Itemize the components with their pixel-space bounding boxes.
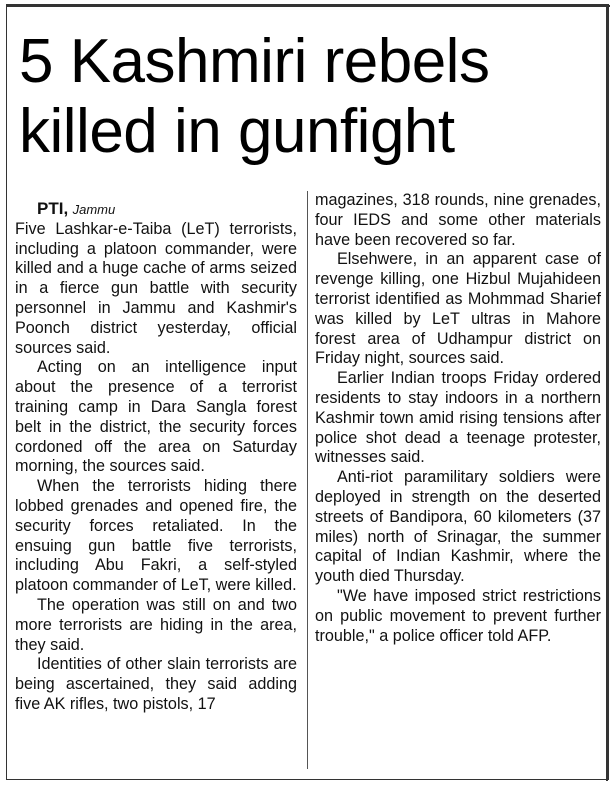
paragraph: Identities of other slain terrorists are being ascertained, they said adding five AK rifles, two pistols, 17 (15, 655, 297, 713)
column-2 (315, 191, 601, 646)
paragraph-continuation: magazines, 318 rounds, nine grenades, four IEDS and some other materials have been recovered so far. (315, 191, 601, 249)
news-clipping (6, 4, 609, 780)
headline (19, 27, 599, 167)
paragraph: When the terrorists hiding there lobbed grenades and opened fire, the security forces retaliated. In the ensuing gun battle five terrorists, including Abu Fakri, a self-styled platoon commander of LeT, were killed. (15, 477, 297, 595)
paragraph: The operation was still on and two more terrorists are hiding in the area, they said. (15, 595, 297, 654)
top-border-rule (7, 5, 610, 7)
paragraph: Five Lashkar-e-Taiba (LeT) terrorists, including a platoon commander, were killed and a huge cache of arms seized in a fierce gun battle with security personnel in Jammu and Kashmir's Poonch district yesterday, official sources said. (15, 219, 297, 357)
byline-source: PTI, (37, 199, 69, 218)
paragraph: Acting on an intelligence input about the presence of a terrorist training camp in Dara Sangla forest belt in the district, the security forces cordoned off the area on Saturday morning, the sources said. (15, 358, 297, 476)
column-divider (307, 191, 308, 769)
paragraph: Elsehwere, in an apparent case of revenge killing, one Hizbul Mujahideen terrorist identified as Mohmmad Sharief was killed by LeT ultras in Mahore forest area of Udhampur district on Friday night, sources said. (315, 250, 601, 368)
headline-line-1: 5 Kashmiri rebels (19, 27, 490, 96)
paragraph: Earlier Indian troops Friday ordered residents to stay indoors in a northern Kashmir town amid rising tensions after police shot dead a teenage protester, witnesses said. (315, 369, 601, 467)
right-border-rule (606, 5, 608, 781)
paragraph: Anti-riot paramilitary soldiers were deployed in strength on the deserted streets of Bandipora, 60 kilometers (37 miles) north of Srinagar, the summer capital of Indian Kashmir, where the youth died Thursday. (315, 468, 601, 586)
headline-line-2: killed in gunfight (19, 97, 455, 166)
byline (15, 199, 297, 220)
byline-city: Jammu (72, 202, 116, 217)
paragraph: "We have imposed strict restrictions on public movement to prevent further trouble," a police officer told AFP. (315, 586, 601, 645)
column-1 (15, 199, 297, 715)
